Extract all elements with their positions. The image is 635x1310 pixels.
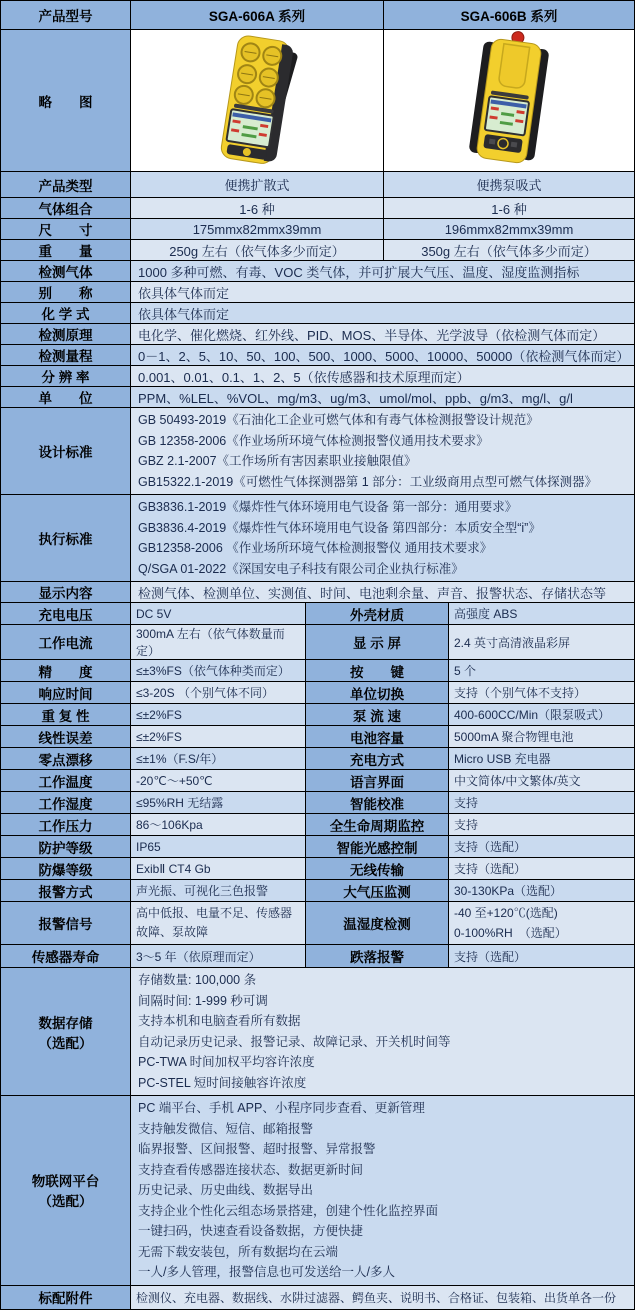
detector-b-photo xyxy=(384,30,634,171)
row-label: 无线传输 xyxy=(306,858,449,880)
row-display-content xyxy=(1,582,635,603)
row-label: 报警方式 xyxy=(1,880,131,902)
row-chemical-formula xyxy=(1,303,635,324)
row-label: 报警信号 xyxy=(1,902,131,945)
row-data-storage xyxy=(1,968,635,1096)
row-dimensions xyxy=(1,219,635,240)
table-specs-4col xyxy=(0,602,635,968)
unit-switch-value: 支持（个别气体不支持） xyxy=(449,682,635,704)
row-zero-drift xyxy=(1,748,635,770)
iot-line: 支持触发微信、短信、邮箱报警 xyxy=(138,1121,314,1136)
row-label: 执行标准 xyxy=(1,495,131,582)
row-gas-combination xyxy=(1,198,635,219)
wireless-transfer-value: 支持（选配） xyxy=(449,858,635,880)
exec-standard-value xyxy=(131,495,635,582)
row-alarm-mode xyxy=(1,880,635,902)
alarm-signal-value: 高中低报、电量不足、传感器故障、泵故障 xyxy=(131,902,306,945)
temp-humidity-detect-value xyxy=(449,902,635,945)
sketch-cell-a xyxy=(131,30,384,172)
row-label: 智能校准 xyxy=(306,792,449,814)
row-label: 大气压监测 xyxy=(306,880,449,902)
dimensions-a: 175mmx82mmx39mm xyxy=(131,219,384,240)
row-label: 精 度 xyxy=(1,660,131,682)
gas-combination-b: 1-6 种 xyxy=(384,198,635,219)
iot-line: 支持企业个性化云组态场景搭建，创建个性化监控界面 xyxy=(138,1203,439,1218)
row-repeatability xyxy=(1,704,635,726)
working-current-value: 300mA 左右（依气体数量而定） xyxy=(131,625,306,660)
response-time-value: ≤3-20S （个别气体不同） xyxy=(131,682,306,704)
weight-a: 250g 左右（依气体多少而定） xyxy=(131,240,384,261)
row-label: 电池容量 xyxy=(306,726,449,748)
detection-principle-value: 电化学、催化燃烧、红外线、PID、MOS、半导体、光学波导（依检测气体而定） xyxy=(131,324,635,345)
design-standard-value xyxy=(131,408,635,495)
model-b: SGA-606B 系列 xyxy=(384,1,635,30)
row-label: 检测量程 xyxy=(1,345,131,366)
row-label: 响应时间 xyxy=(1,682,131,704)
barometric-monitor-value: 30-130KPa（选配） xyxy=(449,880,635,902)
row-product-type xyxy=(1,172,635,198)
row-explosion-proof xyxy=(1,858,635,880)
lifecycle-monitor-value: 支持 xyxy=(449,814,635,836)
row-label: 工作湿度 xyxy=(1,792,131,814)
accuracy-value: ≤±3%FS（依气体种类而定） xyxy=(131,660,306,682)
row-label: 防护等级 xyxy=(1,836,131,858)
row-linearity-error xyxy=(1,726,635,748)
row-accuracy xyxy=(1,660,635,682)
row-detected-gas xyxy=(1,261,635,282)
protection-rating-value: IP65 xyxy=(131,836,306,858)
buttons-value: 5 个 xyxy=(449,660,635,682)
resolution-value: 0.001、0.01、0.1、1、2、5（依传感器和技术原理而定） xyxy=(131,366,635,387)
data-storage-line: 间隔时间: 1-999 秒可调 xyxy=(138,993,268,1008)
row-working-pressure xyxy=(1,814,635,836)
display-content-value: 检测气体、检测单位、实测值、时间、电池剩余量、声音、报警状态、存储状态等 xyxy=(131,582,635,603)
iot-line: 一键扫码，快速查看设备数据，方便快捷 xyxy=(138,1224,364,1238)
alarm-mode-value: 声光振、可视化三色报警 xyxy=(131,880,306,902)
row-label xyxy=(1,1096,131,1286)
model-a: SGA-606A 系列 xyxy=(131,1,384,30)
row-label: 分 辨 率 xyxy=(1,366,131,387)
row-label: 语言界面 xyxy=(306,770,449,792)
row-alarm-signal xyxy=(1,902,635,945)
product-type-a: 便携扩散式 xyxy=(131,172,384,198)
row-label: 泵 流 速 xyxy=(306,704,449,726)
gas-detector-diffusion-image xyxy=(177,33,337,169)
iot-line: 支持查看传感器连接状态、数据更新时间 xyxy=(138,1162,364,1177)
data-storage-optional-label: （选配） xyxy=(38,1035,93,1051)
alias-value: 依具体气体而定 xyxy=(131,282,635,303)
row-model xyxy=(1,1,635,30)
row-protection-rating xyxy=(1,836,635,858)
row-label: 尺 寸 xyxy=(1,219,131,240)
row-label: 充电电压 xyxy=(1,603,131,625)
row-accessories xyxy=(1,1285,635,1309)
detector-a-photo xyxy=(131,30,383,171)
row-label: 外壳材质 xyxy=(306,603,449,625)
row-label: 别 称 xyxy=(1,282,131,303)
light-sensor-control-value: 支持（选配） xyxy=(449,836,635,858)
language-value: 中文简体/中文繁体/英文 xyxy=(449,770,635,792)
row-design-standard xyxy=(1,408,635,495)
sketch-cell-b xyxy=(384,30,635,172)
standard-line: Q/SGA 01-2022《深国安电子科技有限公司企业执行标准》 xyxy=(138,561,464,576)
row-label: 单位切换 xyxy=(306,682,449,704)
detected-gas-value: 1000 多种可燃、有毒、VOC 类气体，并可扩展大气压、温度、湿度监测指标 xyxy=(131,261,635,282)
model-label: 产品型号 xyxy=(1,1,131,30)
gas-detector-pump-image xyxy=(434,33,584,169)
linearity-error-value: ≤±2%FS xyxy=(131,726,306,748)
iot-optional-label: （选配） xyxy=(38,1194,93,1210)
row-detection-range xyxy=(1,345,635,366)
iot-platform-value xyxy=(131,1096,635,1286)
row-label: 检测气体 xyxy=(1,261,131,282)
iot-line: 临界报警、区间报警、超时报警、异常报警 xyxy=(138,1142,376,1156)
shell-material-value: 高强度 ABS xyxy=(449,603,635,625)
row-label: 零点漂移 xyxy=(1,748,131,770)
iot-line: 一人/多人管理，报警信息也可发送给一人/多人 xyxy=(138,1265,395,1279)
display-screen-value: 2.4 英寸高清液晶彩屏 xyxy=(449,625,635,660)
gas-combination-a: 1-6 种 xyxy=(131,198,384,219)
drop-alarm-value: 支持（选配） xyxy=(449,945,635,968)
standard-line: GB 50493-2019《石油化工企业可燃气体和有毒气体检测报警设计规范》 xyxy=(138,413,539,427)
iot-line: 无需下载安装包，所有数据均在云端 xyxy=(138,1244,339,1259)
data-storage-line: PC-STEL 短时间接触容许浓度 xyxy=(138,1075,307,1090)
row-label: 检测原理 xyxy=(1,324,131,345)
standard-line: GB3836.4-2019《爆炸性气体环境用电气设备 第四部分：本质安全型“i”》 xyxy=(138,520,541,535)
working-humidity-value: ≤95%RH 无结露 xyxy=(131,792,306,814)
table-top xyxy=(0,0,635,261)
row-label: 设计标准 xyxy=(1,408,131,495)
chemical-formula-value: 依具体气体而定 xyxy=(131,303,635,324)
row-label: 显示内容 xyxy=(1,582,131,603)
row-sensor-life xyxy=(1,945,635,968)
pump-flow-value: 400-600CC/Min（限泵吸式） xyxy=(449,704,635,726)
charge-voltage-value: DC 5V xyxy=(131,603,306,625)
row-units xyxy=(1,387,635,408)
data-storage-line: 存储数量: 100,000 条 xyxy=(138,973,257,987)
row-working-humidity xyxy=(1,792,635,814)
repeatability-value: ≤±2%FS xyxy=(131,704,306,726)
iot-platform-label: 物联网平台 xyxy=(31,1174,100,1190)
explosion-proof-value: ExibⅡ CT4 Gb xyxy=(131,858,306,880)
row-label: 产品类型 xyxy=(1,172,131,198)
row-label: 跌落报警 xyxy=(306,945,449,968)
row-label: 充电方式 xyxy=(306,748,449,770)
row-label: 重 复 性 xyxy=(1,704,131,726)
row-label: 传感器寿命 xyxy=(1,945,131,968)
row-label: 温湿度检测 xyxy=(306,902,449,945)
charging-method-value: Micro USB 充电器 xyxy=(449,748,635,770)
row-sketch xyxy=(1,30,635,172)
sketch-label: 略 图 xyxy=(1,30,131,172)
row-charge-voltage xyxy=(1,603,635,625)
standard-line: GB15322.1-2019《可燃性气体探测器第 1 部分：工业级商用点型可燃气体探测器》 xyxy=(138,474,598,489)
zero-drift-value: ≤±1%（F.S/年） xyxy=(131,748,306,770)
standard-line: GB12358-2006 《作业场所环境气体检测报警仪 通用技术要求》 xyxy=(138,541,493,555)
row-working-current xyxy=(1,625,635,660)
battery-capacity-value: 5000mA 聚合物锂电池 xyxy=(449,726,635,748)
row-weight xyxy=(1,240,635,261)
row-label: 工作压力 xyxy=(1,814,131,836)
working-pressure-value: 86～106Kpa xyxy=(131,814,306,836)
smart-calibration-value: 支持 xyxy=(449,792,635,814)
row-label: 按 键 xyxy=(306,660,449,682)
temp-range-line: -40 至+120℃(选配) xyxy=(454,906,558,920)
dimensions-b: 196mmx82mmx39mm xyxy=(384,219,635,240)
row-label: 工作温度 xyxy=(1,770,131,792)
row-label: 线性误差 xyxy=(1,726,131,748)
row-label: 重 量 xyxy=(1,240,131,261)
weight-b: 350g 左右（依气体多少而定） xyxy=(384,240,635,261)
row-exec-standard xyxy=(1,495,635,582)
standard-line: GB3836.1-2019《爆炸性气体环境用电气设备 第一部分：通用要求》 xyxy=(138,500,518,514)
row-label: 标配附件 xyxy=(1,1285,131,1309)
data-storage-value xyxy=(131,968,635,1096)
humidity-range-line: 0-100%RH （选配） xyxy=(454,926,567,940)
row-response-time xyxy=(1,682,635,704)
row-working-temperature xyxy=(1,770,635,792)
units-value: PPM、%LEL、%VOL、mg/m3、ug/m3、umol/mol、ppb、g/m3、mg/l、g/l xyxy=(131,387,635,408)
row-alias xyxy=(1,282,635,303)
row-detection-principle xyxy=(1,324,635,345)
row-label: 显 示 屏 xyxy=(306,625,449,660)
iot-line: PC 端平台、手机 APP、小程序同步查看、更新管理 xyxy=(138,1101,425,1115)
data-storage-line: 支持本机和电脑查看所有数据 xyxy=(138,1014,301,1028)
standard-line: GBZ 2.1-2007《工作场所有害因素职业接触限值》 xyxy=(138,454,417,468)
table-middle xyxy=(0,260,635,603)
sensor-life-value: 3～5 年（依原理而定） xyxy=(131,945,306,968)
iot-line: 历史记录、历史曲线、数据导出 xyxy=(138,1183,314,1197)
row-label: 防爆等级 xyxy=(1,858,131,880)
row-label xyxy=(1,968,131,1096)
row-label: 工作电流 xyxy=(1,625,131,660)
data-storage-label: 数据存储 xyxy=(38,1015,93,1031)
data-storage-line: 自动记录历史记录、报警记录、故障记录、开关机时间等 xyxy=(138,1034,451,1049)
row-label: 气体组合 xyxy=(1,198,131,219)
detection-range-value: 0－1、2、5、10、50、100、500、1000、5000、10000、50000（依检测气体而定） xyxy=(131,345,635,366)
row-label: 全生命周期监控 xyxy=(306,814,449,836)
row-iot-platform xyxy=(1,1096,635,1286)
data-storage-line: PC-TWA 时间加权平均容许浓度 xyxy=(138,1055,315,1069)
standard-line: GB 12358-2006《作业场所环境气体检测报警仪通用技术要求》 xyxy=(138,433,489,448)
row-label: 单 位 xyxy=(1,387,131,408)
accessories-value: 检测仪、充电器、数据线、水阱过滤器、鳄鱼夹、说明书、合格证、包装箱、出货单各一份 xyxy=(131,1285,635,1309)
product-type-b: 便携泵吸式 xyxy=(384,172,635,198)
row-label: 智能光感控制 xyxy=(306,836,449,858)
table-bottom xyxy=(0,967,635,1310)
row-label: 化 学 式 xyxy=(1,303,131,324)
working-temperature-value: -20℃～+50℃ xyxy=(131,770,306,792)
row-resolution xyxy=(1,366,635,387)
